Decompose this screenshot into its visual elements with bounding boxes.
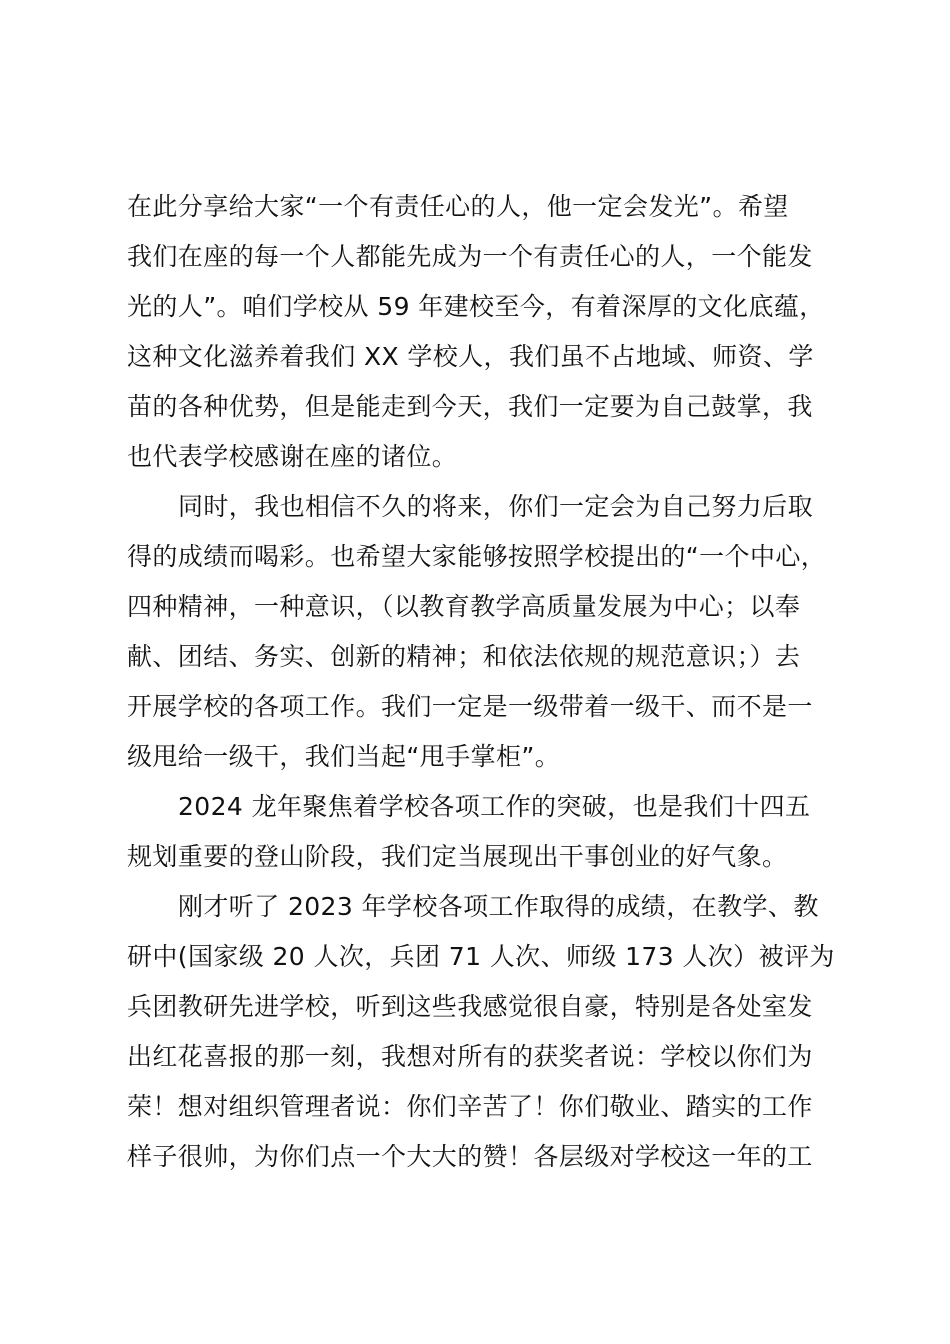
text-line: 级甩给一级干，我们当起“甩手掌柜”。 bbox=[127, 742, 561, 771]
text-line: 得的成绩而喝彩。也希望大家能够按照学校提出的“一个中心， bbox=[127, 542, 827, 571]
text-line: 荣！想对组织管理者说：你们辛苦了！你们敬业、踏实的工作 bbox=[127, 1092, 813, 1121]
text-line: 刚才听了 2023 年学校各项工作取得的成绩，在教学、教 bbox=[178, 892, 819, 921]
text-line: 2024 龙年聚焦着学校各项工作的突破，也是我们十四五 bbox=[178, 792, 811, 821]
text-line: 兵团教研先进学校，听到这些我感觉很自豪，特别是各处室发 bbox=[127, 992, 813, 1021]
text-line: 规划重要的登山阶段，我们定当展现出干事创业的好气象。 bbox=[127, 842, 788, 871]
text-line: 也代表学校感谢在座的诸位。 bbox=[127, 442, 458, 471]
text-line: 这种文化滋养着我们 XX 学校人，我们虽不占地域、师资、学 bbox=[127, 342, 814, 371]
text-line: 样子很帅，为你们点一个大大的赞！各层级对学校这一年的工 bbox=[127, 1142, 813, 1171]
text-line: 光的人”。咱们学校从 59 年建校至今，有着深厚的文化底蕴， bbox=[127, 292, 825, 321]
paragraph-1 bbox=[127, 182, 839, 482]
paragraph-2 bbox=[127, 482, 839, 782]
text-line: 同时，我也相信不久的将来，你们一定会为自己努力后取 bbox=[178, 492, 814, 521]
paragraph-4 bbox=[127, 882, 839, 1182]
text-line: 出红花喜报的那一刻，我想对所有的获奖者说：学校以你们为 bbox=[127, 1042, 813, 1071]
text-line: 研中(国家级 20 人次，兵团 71 人次、师级 173 人次）被评为 bbox=[127, 942, 835, 971]
document-body bbox=[127, 182, 839, 1182]
text-line: 献、团结、务实、创新的精神；和依法依规的规范意识；）去 bbox=[127, 642, 801, 671]
paragraph-3 bbox=[127, 782, 839, 882]
text-line: 开展学校的各项工作。我们一定是一级带着一级干、而不是一 bbox=[127, 692, 813, 721]
text-line: 在此分享给大家“一个有责任心的人，他一定会发光”。希望 bbox=[127, 192, 789, 221]
text-line: 我们在座的每一个人都能先成为一个有责任心的人，一个能发 bbox=[127, 242, 813, 271]
text-line: 四种精神，一种意识，（以教育教学高质量发展为中心；以奉 bbox=[127, 592, 801, 621]
text-line: 苗的各种优势，但是能走到今天，我们一定要为自己鼓掌，我 bbox=[127, 392, 813, 421]
